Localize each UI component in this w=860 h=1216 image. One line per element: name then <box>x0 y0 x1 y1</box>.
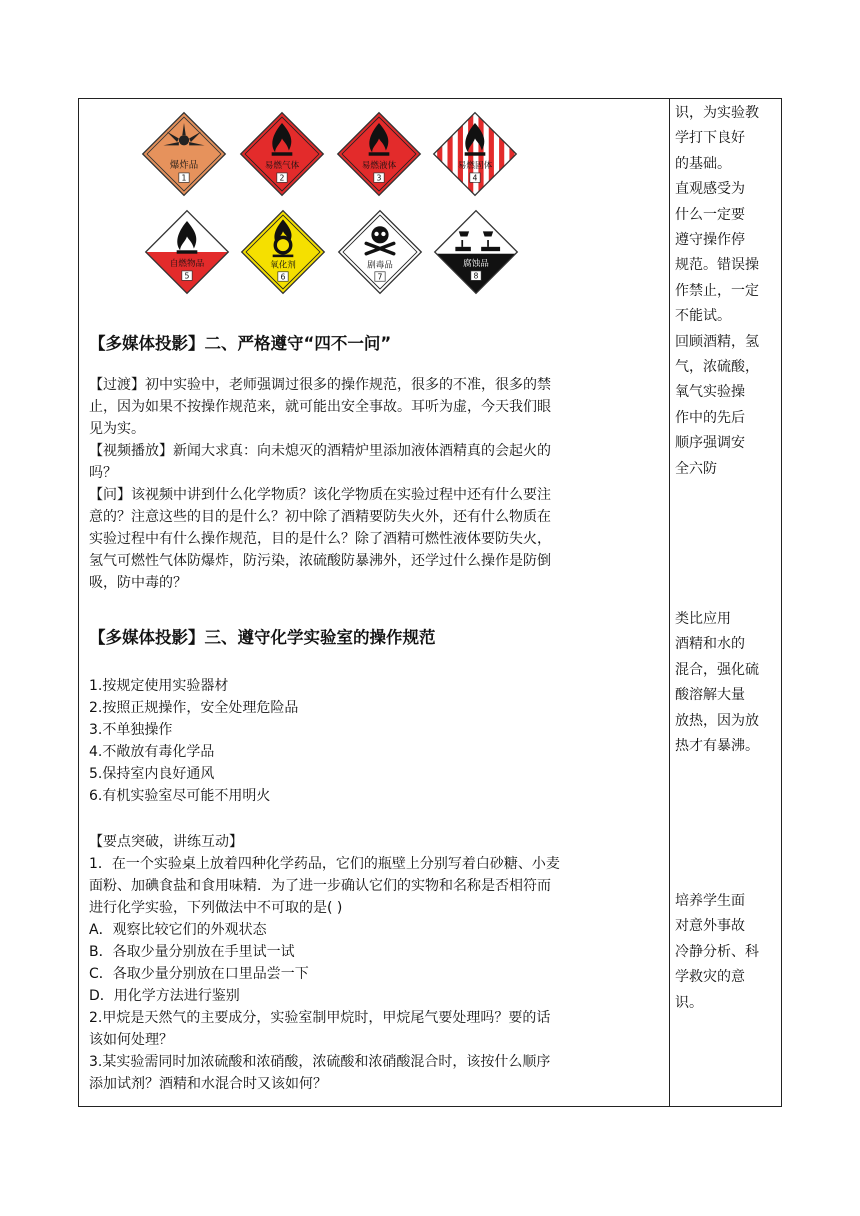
note-line: 全六防 <box>675 460 717 477</box>
list-item: 3.不单独操作 <box>89 722 173 738</box>
notes-column <box>673 99 779 1106</box>
note-line: 不能试。 <box>675 308 731 325</box>
text-line: 2.甲烷是天然气的主要成分，实验室制甲烷时，甲烷尾气要处理吗？要的话 <box>89 1010 551 1026</box>
option-c: C．各取少量分别放在口里品尝一下 <box>89 966 309 982</box>
svg-text:1: 1 <box>181 173 187 183</box>
note-line: 规范。错误操 <box>675 257 759 274</box>
svg-text:氧化剂: 氧化剂 <box>270 260 296 271</box>
note-line: 气，浓硫酸， <box>675 359 759 376</box>
note-line: 遵守操作停 <box>675 232 745 249</box>
text-line: 吸，防中毒的？ <box>89 575 187 591</box>
svg-text:4: 4 <box>472 173 478 183</box>
note-line: 直观感受为 <box>675 181 745 198</box>
svg-text:3: 3 <box>376 173 382 183</box>
note-line: 回顾酒精，氢 <box>675 333 759 350</box>
svg-text:腐蚀品: 腐蚀品 <box>463 258 489 269</box>
hazard-signs <box>141 111 531 301</box>
svg-text:7: 7 <box>377 272 383 282</box>
design-note-1 <box>675 101 777 482</box>
practice-heading: 【要点突破，讲练互动】 <box>89 834 243 850</box>
text-line: 面粉、加碘食盐和食用味精．为了进一步确认它们的实物和名称是否相符而 <box>89 878 551 894</box>
note-line: 学救灾的意 <box>675 969 745 986</box>
note-line: 放热，因为放 <box>675 712 759 729</box>
note-line: 冷静分析、科 <box>675 943 759 960</box>
note-line: 培养学生面 <box>675 893 745 909</box>
hazard-sign-oxidizer <box>240 209 326 295</box>
hazard-sign-toxic <box>337 209 423 295</box>
note-line: 混合，强化硫 <box>675 661 759 678</box>
option-d: D．用化学方法进行鉴别 <box>89 988 240 1004</box>
text-line: 见为实。 <box>89 421 145 437</box>
text-line: 该如何处理？ <box>89 1032 173 1048</box>
note-line: 识。 <box>675 994 703 1011</box>
svg-text:8: 8 <box>473 271 479 281</box>
hazard-sign-corrosive <box>433 209 519 295</box>
column-divider <box>669 99 670 1106</box>
video-paragraph <box>89 440 667 484</box>
hazard-sign-explosive <box>141 111 227 197</box>
svg-text:易燃液体: 易燃液体 <box>361 160 397 171</box>
note-line: 作禁止，一定 <box>675 282 759 299</box>
text-line: 吗？ <box>89 465 117 481</box>
svg-text:6: 6 <box>280 272 286 282</box>
svg-text:5: 5 <box>184 271 190 281</box>
svg-text:爆炸品: 爆炸品 <box>169 159 199 171</box>
note-line: 作中的先后 <box>675 409 745 426</box>
text-line: 【问】该视频中讲到什么化学物质？该化学物质在实验过程中还有什么要注 <box>89 487 551 503</box>
list-item: 2.按照正规操作，安全处理危险品 <box>89 700 299 716</box>
svg-text:易燃气体: 易燃气体 <box>264 160 300 171</box>
hazard-sign-spontaneous-combustion <box>144 209 230 295</box>
lesson-table <box>78 98 782 1107</box>
practice-section <box>89 831 667 1095</box>
main-column <box>83 99 665 1106</box>
hazard-sign-flammable-liquid <box>336 111 422 197</box>
rules-list <box>89 675 667 807</box>
note-line: 对意外事故 <box>675 918 745 935</box>
text-line: 【视频播放】新闻大求真：向未熄灭的酒精炉里添加液体酒精真的会起火的 <box>89 443 551 459</box>
option-a: A．观察比较它们的外观状态 <box>89 922 267 938</box>
note-line: 识，为实验教 <box>675 105 759 121</box>
text-line: 止，因为如果不按操作规范来，就可能出安全事故。耳听为虚，今天我们眼 <box>89 399 551 415</box>
note-line: 学打下良好 <box>675 130 745 147</box>
design-note-2 <box>675 607 777 759</box>
text-line: 【过渡】初中实验中，老师强调过很多的操作规范，很多的不准，很多的禁 <box>89 377 551 393</box>
note-line: 氧气实验操 <box>675 384 745 401</box>
text-line: 意的？注意这些的目的是什么？初中除了酒精要防失火外，还有什么物质在 <box>89 509 551 525</box>
svg-text:剧毒品: 剧毒品 <box>367 260 393 271</box>
question-paragraph <box>89 484 667 594</box>
list-item: 5.保持室内良好通风 <box>89 766 215 782</box>
text-line: 实验过程中有什么操作规范，目的是什么？除了酒精可燃性液体要防失火， <box>89 531 551 547</box>
text-line: 3.某实验需同时加浓硫酸和浓硝酸，浓硫酸和浓硝酸混合时，该按什么顺序 <box>89 1054 551 1070</box>
note-line: 热才有暴沸。 <box>675 738 759 755</box>
svg-text:易燃固体: 易燃固体 <box>457 160 493 171</box>
hazard-sign-flammable-gas <box>239 111 325 197</box>
text-line: 1．在一个实验桌上放着四种化学药品，它们的瓶壁上分别写着白砂糖、小麦 <box>89 856 560 872</box>
svg-text:自燃物品: 自燃物品 <box>169 258 205 269</box>
note-line: 类比应用 <box>675 611 731 627</box>
note-line: 酸溶解大量 <box>675 687 745 704</box>
list-item: 6.有机实验室尽可能不用明火 <box>89 788 271 804</box>
note-line: 的基础。 <box>675 155 731 172</box>
list-item: 4.不敞放有毒化学品 <box>89 744 215 760</box>
note-line: 什么一定要 <box>675 206 745 223</box>
section-2-heading: 【多媒体投影】二、严格遵守“四不一问” <box>89 334 392 353</box>
text-line: 氢气可燃性气体防爆炸，防污染，浓硫酸防暴沸外，还学过什么操作是防倒 <box>89 553 551 569</box>
section-3-heading: 【多媒体投影】三、遵守化学实验室的操作规范 <box>89 628 436 647</box>
transition-paragraph <box>89 374 667 440</box>
hazard-sign-flammable-solid <box>432 111 518 197</box>
text-line: 进行化学实验，下列做法中不可取的是( ) <box>89 900 343 916</box>
note-line: 顺序强调安 <box>675 435 745 452</box>
text-line: 添加试剂？酒精和水混合时又该如何？ <box>89 1076 327 1092</box>
list-item: 1.按规定使用实验器材 <box>89 678 229 694</box>
svg-text:2: 2 <box>279 173 285 183</box>
note-line: 酒精和水的 <box>675 636 745 653</box>
option-b: B．各取少量分别放在手里试一试 <box>89 944 295 960</box>
design-note-3 <box>675 889 777 1016</box>
